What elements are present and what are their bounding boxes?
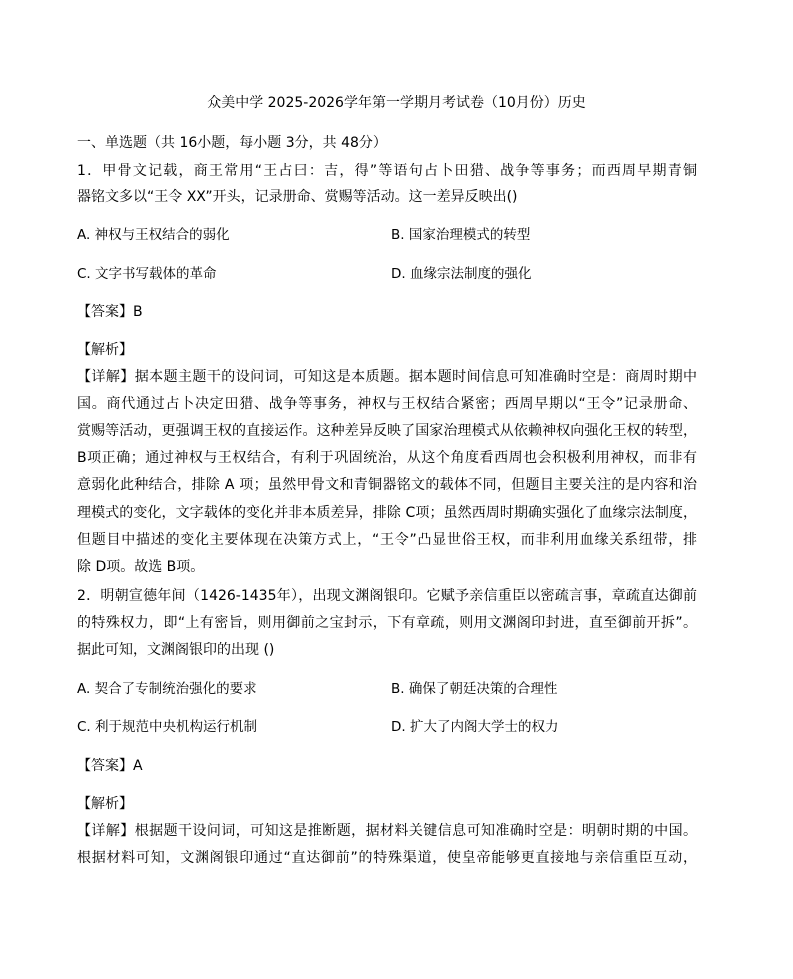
- q2-answer: 【答案】A: [77, 758, 143, 774]
- q1-stem-line-1: 1．甲骨文记载，商王常用“王占曰：吉，得”等语句占卜田猎、战争等事务；而西周早期青铜: [77, 163, 697, 179]
- q1-stem-line-2: 器铭文多以“王令 XX”开头，记录册命、赏赐等活动。这一差异反映出(): [77, 189, 518, 205]
- q1-answer: 【答案】B: [77, 304, 143, 320]
- exam-title: 众美中学 2025-2026学年第一学期月考试卷（10月份）历史: [207, 95, 586, 111]
- q2-detail-line-1: 【详解】根据题干设问词，可知这是推断题，据材料关键信息可知准确时空是：明朝时期的中国。: [77, 823, 697, 839]
- q1-option-c: C. 文字书写载体的革命: [77, 266, 217, 282]
- q1-detail-line-5: 意弱化此种结合，排除 A 项；虽然甲骨文和青铜器铭文的载体不同，但题目主要关注的是内容和治: [77, 477, 697, 493]
- q2-stem-line-1: 2．明朝宣德年间（1426-1435年），出现文渊阁银印。它赋予亲信重臣以密疏言事，章疏直达御前: [77, 588, 697, 604]
- section-heading: 一、单选题（共 16小题，每小题 3分，共 48分）: [77, 135, 387, 151]
- q2-stem-line-2: 的特殊权力，即“上有密旨，则用御前之宝封示，下有章疏，则用文渊阁印封进，直至御前开拆”。: [77, 615, 697, 631]
- q2-stem-line-3: 据此可知，文渊阁银印的出现 (): [77, 642, 275, 658]
- q1-detail-line-6: 理模式的变化，文字载体的变化并非本质差异，排除 C项；虽然西周时期确实强化了血缘宗法制度，: [77, 505, 697, 521]
- q1-option-a: A. 神权与王权结合的弱化: [77, 227, 230, 243]
- q2-option-c: C. 利于规范中央机构运行机制: [77, 719, 258, 735]
- q1-option-d: D. 血缘宗法制度的强化: [391, 266, 532, 282]
- q2-option-b: B. 确保了朝廷决策的合理性: [391, 681, 558, 697]
- q1-detail-line-2: 国。商代通过占卜决定田猎、战争等事务，神权与王权结合紧密；西周早期以“王令”记录册命、: [77, 396, 697, 412]
- q1-detail-line-4: B项正确；通过神权与王权结合，有利于巩固统治，从这个角度看西周也会积极利用神权，而非有: [77, 450, 697, 466]
- q1-detail-line-7: 但题目中描述的变化主要体现在决策方式上，“王令”凸显世俗王权，而非利用血缘关系纽带，排: [77, 532, 697, 548]
- q2-detail-line-2: 根据材料可知，文渊阁银印通过“直达御前”的特殊渠道，使皇帝能够更直接地与亲信重臣互动，: [77, 850, 697, 866]
- q2-option-a: A. 契合了专制统治强化的要求: [77, 681, 257, 697]
- q1-detail-line-3: 赏赐等活动，更强调王权的直接运作。这种差异反映了国家治理模式从依赖神权向强化王权的转型，: [77, 423, 697, 439]
- q1-analysis-label: 【解析】: [77, 342, 133, 358]
- q2-option-d: D. 扩大了内阁大学士的权力: [391, 719, 559, 735]
- q1-detail-line-1: 【详解】据本题主题干的设问词，可知这是本质题。据本题时间信息可知准确时空是：商周时期中: [77, 369, 697, 385]
- q2-analysis-label: 【解析】: [77, 796, 133, 812]
- q1-detail-line-8: 除 D项。故选 B项。: [77, 559, 205, 575]
- q1-option-b: B. 国家治理模式的转型: [391, 227, 531, 243]
